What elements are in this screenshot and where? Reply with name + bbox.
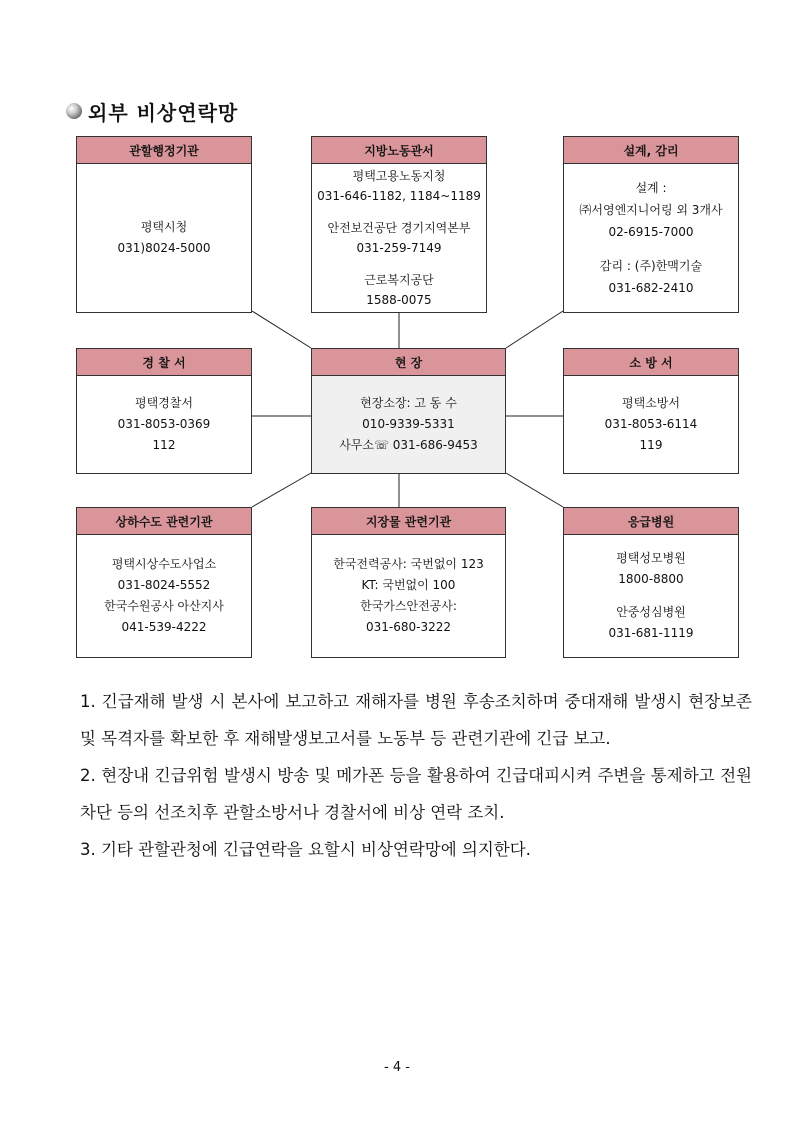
design-line-2: ㈜서영엔지니어링 외 3개사 <box>579 203 723 217</box>
police-phone: 031-8053-0369 <box>117 417 211 431</box>
labor-line-3: 안전보건공단 경기지역본부 <box>327 221 471 235</box>
fire-emergency: 119 <box>639 438 663 452</box>
box-water <box>76 507 252 658</box>
note-item: 2. 현장내 긴급위험 발생시 방송 및 메가폰 등을 활용하여 긴급대피시켜 주변을 통제하고 전원차단 등의 선조치후 관할소방서나 경찰서에 비상 연락 조치. <box>80 766 752 822</box>
box-labor-title: 지방노동관서 <box>312 137 486 164</box>
water-line-1: 평택시상수도사업소 <box>111 557 217 571</box>
page-number: - 4 - <box>384 1060 410 1075</box>
design-line-4: 감리 : (주)한맥기술 <box>599 259 703 273</box>
box-fire <box>563 348 739 474</box>
police-emergency: 112 <box>152 438 176 452</box>
police-name: 평택경찰서 <box>135 396 193 410</box>
box-site-title: 현 장 <box>312 349 505 376</box>
water-line-2: 031-8024-5552 <box>117 578 211 592</box>
note-item: 1. 긴급재해 발생 시 본사에 보고하고 재해자를 병원 후송조치하며 중대재해 발생시 현장보존 및 목격자를 확보한 후 재해발생보고서를 노동부 등 관련기관에 긴급 보고. <box>80 692 752 748</box>
labor-line-1: 평택고용노동지청 <box>352 169 446 183</box>
box-hospital <box>563 507 739 658</box>
utility-line-2: KT: 국번없이 100 <box>361 578 456 592</box>
section-title-text: 외부 비상연락망 <box>88 100 239 125</box>
admin-phone: 031)8024-5000 <box>117 241 211 255</box>
connector-admin <box>252 311 311 348</box>
hospital-line-3: 안중성심병원 <box>616 605 686 619</box>
labor-line-2: 031-646-1182, 1184~1189 <box>317 189 481 203</box>
labor-line-6: 1588-0075 <box>366 293 432 307</box>
site-office-phone: 사무소☏ 031-686-9453 <box>339 438 478 452</box>
box-water-title: 상하수도 관련기관 <box>77 508 251 535</box>
connector-design <box>506 311 563 348</box>
labor-line-5: 근로복지공단 <box>364 273 434 287</box>
design-line-5: 031-682-2410 <box>608 281 694 295</box>
water-line-3: 한국수원공사 아산지사 <box>104 599 224 613</box>
box-design <box>563 136 739 313</box>
design-line-3: 02-6915-7000 <box>608 225 694 239</box>
hospital-line-4: 031-681-1119 <box>608 626 694 640</box>
box-fire-title: 소 방 서 <box>564 349 738 376</box>
site-manager: 현장소장: 고 동 수 <box>360 396 457 410</box>
box-design-title: 설계, 감리 <box>564 137 738 164</box>
box-hospital-title: 응급병원 <box>564 508 738 535</box>
utility-line-4: 031-680-3222 <box>365 620 451 634</box>
hospital-line-1: 평택성모병원 <box>616 551 686 565</box>
box-police <box>76 348 252 474</box>
site-mobile: 010-9339-5331 <box>362 417 455 431</box>
design-line-1: 설계 : <box>635 181 667 195</box>
fire-name: 평택소방서 <box>622 396 680 410</box>
notes-list <box>80 683 752 868</box>
utility-line-1: 한국전력공사: 국번없이 123 <box>333 557 484 571</box>
labor-line-4: 031-259-7149 <box>356 241 442 255</box>
water-line-4: 041-539-4222 <box>121 620 207 634</box>
connector-water <box>252 473 311 507</box>
connector-hospital <box>506 473 563 507</box>
box-labor <box>311 136 487 313</box>
utility-line-3: 한국가스안전공사: <box>360 599 457 613</box>
box-admin <box>76 136 252 313</box>
box-utility <box>311 507 506 658</box>
box-admin-title: 관할행정기관 <box>77 137 251 164</box>
box-site <box>311 348 506 474</box>
box-utility-title: 지장물 관련기관 <box>312 508 505 535</box>
hospital-line-2: 1800-8800 <box>618 572 684 586</box>
box-police-title: 경 찰 서 <box>77 349 251 376</box>
admin-name: 평택시청 <box>140 220 188 234</box>
fire-phone: 031-8053-6114 <box>604 417 698 431</box>
note-item: 3. 기타 관할관청에 긴급연락을 요할시 비상연락망에 의지한다. <box>80 840 531 859</box>
